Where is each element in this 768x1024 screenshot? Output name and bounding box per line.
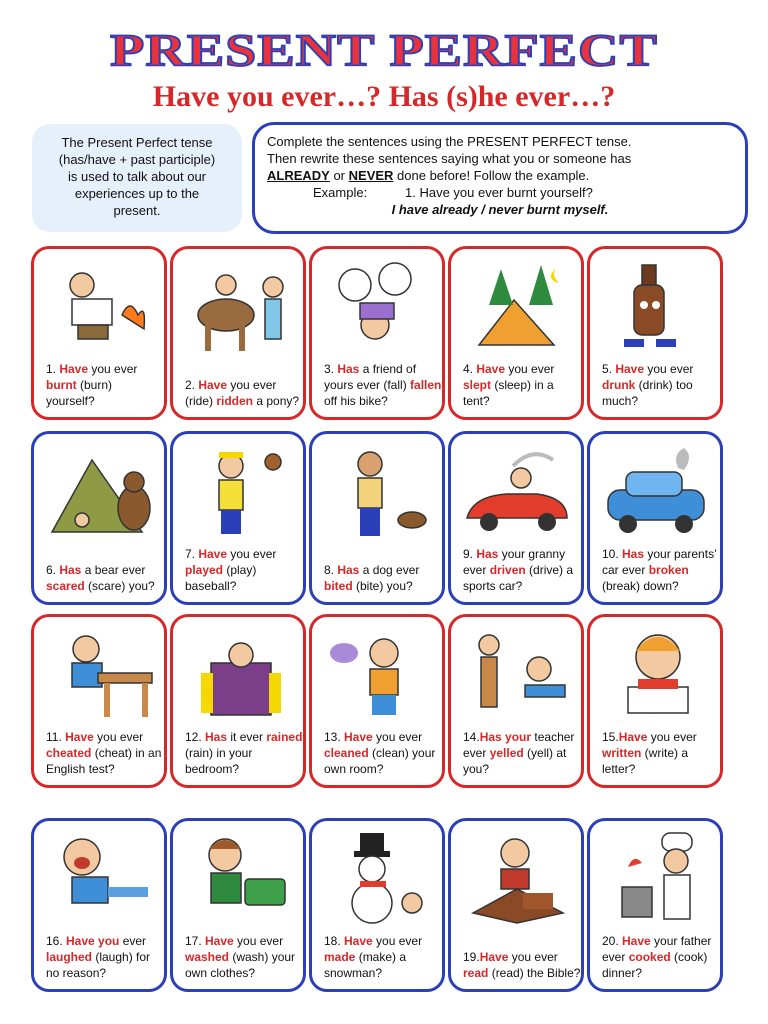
exercise-card — [170, 818, 306, 992]
exercise-card — [309, 614, 445, 788]
card-sentence — [463, 546, 581, 594]
card-text-end: (burn) yourself? — [46, 378, 112, 408]
card-participle: drunk — [602, 378, 636, 392]
info-line: present. — [113, 203, 161, 218]
info-box — [32, 124, 242, 232]
exercise-card — [587, 246, 723, 420]
card-text: a bear ever — [81, 563, 146, 577]
pony-icon — [181, 255, 295, 355]
card-sentence — [463, 361, 581, 409]
card-number: 4. — [463, 362, 477, 376]
card-text-end: (read) the Bible? — [488, 966, 581, 980]
card-auxiliary: Has — [476, 547, 499, 561]
example-question: 1. Have you ever burnt yourself? — [405, 185, 593, 200]
sports-car-icon — [459, 440, 573, 540]
instruction-line: Then rewrite these sentences saying what you or someone has — [267, 151, 632, 166]
page-subtitle: Have you ever…? Has (s)he ever…? — [152, 80, 616, 113]
card-number: 17. — [185, 934, 206, 948]
exercise-card — [448, 614, 584, 788]
exercise-card — [31, 246, 167, 420]
card-number: 15. — [602, 730, 619, 744]
card-number: 11. — [46, 730, 66, 744]
card-number: 10. — [602, 547, 623, 561]
bible-reader-icon — [459, 827, 573, 927]
card-text: you ever (ride) — [185, 378, 277, 408]
card-number: 9. — [463, 547, 477, 561]
card-text: you ever — [372, 934, 423, 948]
card-sentence — [46, 562, 164, 594]
exercise-card — [31, 818, 167, 992]
card-auxiliary: Have — [344, 934, 373, 948]
card-text: your granny ever — [463, 547, 566, 577]
exercise-card — [309, 246, 445, 420]
card-text: ever — [119, 934, 147, 948]
card-number: 12. — [185, 730, 206, 744]
info-line: (has/have + past participle) — [58, 152, 216, 167]
card-number: 19. — [463, 950, 480, 964]
card-text-end: (cook) dinner? — [602, 950, 708, 980]
card-sentence — [46, 361, 164, 409]
card-sentence — [602, 546, 720, 594]
card-number: 3. — [324, 362, 338, 376]
card-text-end: (drive) a sports car? — [463, 563, 574, 593]
exercise-card — [309, 818, 445, 992]
exercise-card — [31, 614, 167, 788]
card-participle: written — [602, 746, 642, 760]
card-participle: rained — [266, 730, 303, 744]
card-text-end: (make) a snowman? — [324, 950, 407, 980]
card-number: 13. — [324, 730, 345, 744]
exercise-card — [587, 431, 723, 605]
card-auxiliary: Have — [622, 934, 651, 948]
card-participle: broken — [648, 563, 689, 577]
card-sentence — [602, 729, 720, 777]
card-auxiliary: Have — [479, 950, 509, 964]
card-text: it ever — [227, 730, 267, 744]
card-sentence — [463, 729, 581, 777]
card-auxiliary: Has — [205, 730, 228, 744]
bottle-icon — [598, 255, 712, 355]
card-text-end: (break) down? — [602, 579, 679, 593]
card-participle: slept — [463, 378, 492, 392]
card-text-end: a pony? — [253, 394, 300, 408]
card-text: you ever — [372, 730, 423, 744]
card-number: 7. — [185, 547, 199, 561]
baseball-icon — [181, 440, 295, 540]
card-participle: laughed — [46, 950, 93, 964]
broken-car-icon — [598, 440, 712, 540]
example-line — [267, 184, 733, 201]
card-auxiliary: Has your — [479, 730, 532, 744]
card-participle: made — [324, 950, 356, 964]
card-text-end: (rain) in your bedroom? — [185, 746, 253, 776]
card-text-end: (clean) your own room? — [324, 746, 436, 776]
rain-chair-icon — [181, 623, 295, 723]
card-text-end: (wash) your own clothes? — [185, 950, 296, 980]
card-text: a dog ever — [359, 563, 420, 577]
instructions-box — [252, 122, 748, 234]
card-participle: played — [185, 563, 224, 577]
card-participle: scared — [46, 579, 85, 593]
card-auxiliary: Has — [59, 563, 82, 577]
card-text-end: (cheat) in an English test? — [46, 746, 162, 776]
or-word: or — [329, 168, 349, 183]
card-number: 5. — [602, 362, 616, 376]
card-participle: cheated — [46, 746, 92, 760]
card-participle: washed — [185, 950, 230, 964]
card-text-end: (yell) at you? — [463, 746, 567, 776]
card-auxiliary: Have — [476, 362, 506, 376]
never-word: NEVER — [348, 168, 394, 183]
exercise-card — [587, 614, 723, 788]
card-number: 14. — [463, 730, 480, 744]
dog-icon — [320, 440, 434, 540]
card-text-end: (laugh) for no reason? — [46, 950, 151, 980]
card-text: you ever — [88, 362, 138, 376]
card-text-end: (play) baseball? — [185, 563, 257, 593]
card-sentence — [324, 729, 442, 777]
card-sentence — [185, 729, 303, 777]
card-text: your parents’ car ever — [602, 547, 717, 577]
card-participle: ridden — [216, 394, 254, 408]
card-number: 1. — [46, 362, 60, 376]
card-sentence — [324, 933, 442, 981]
card-participle: yelled — [489, 746, 524, 760]
card-participle: burnt — [46, 378, 77, 392]
card-number: 8. — [324, 563, 338, 577]
card-number: 6. — [46, 563, 60, 577]
card-auxiliary: Have — [615, 362, 645, 376]
card-auxiliary: Have — [205, 934, 234, 948]
exercise-card — [587, 818, 723, 992]
card-auxiliary: Have — [618, 730, 648, 744]
card-auxiliary: Have — [198, 378, 228, 392]
card-sentence — [46, 933, 164, 981]
man-on-fire-icon — [42, 255, 156, 355]
card-sentence — [324, 562, 442, 594]
exercise-card — [448, 818, 584, 992]
card-auxiliary: Has — [337, 563, 360, 577]
card-auxiliary: Have — [65, 730, 94, 744]
card-sentence — [324, 361, 442, 409]
laughing-icon — [42, 827, 156, 927]
page-title: PRESENT PERFECT — [110, 25, 658, 77]
card-text-end: (scare) you? — [84, 579, 155, 593]
writing-boy-icon — [598, 623, 712, 723]
card-text: you ever — [644, 362, 694, 376]
card-auxiliary: Has — [337, 362, 360, 376]
exercise-card — [448, 246, 584, 420]
exercise-card — [170, 246, 306, 420]
example-answer: I have already / never burnt myself. — [391, 202, 609, 217]
card-participle: bited — [324, 579, 353, 593]
card-number: 18. — [324, 934, 345, 948]
cleaning-icon — [320, 623, 434, 723]
exercise-card — [309, 431, 445, 605]
card-number: 20. — [602, 934, 623, 948]
card-text-end: (write) a letter? — [602, 746, 689, 776]
card-sentence — [185, 933, 303, 981]
laundry-icon — [181, 827, 295, 927]
card-sentence — [185, 377, 303, 409]
card-participle: read — [463, 966, 489, 980]
card-text-end: (sleep) in a tent? — [463, 378, 554, 408]
already-word: ALREADY — [267, 168, 330, 183]
card-text: you ever — [647, 730, 697, 744]
card-participle: fallen — [410, 378, 442, 392]
bear-icon — [42, 440, 156, 540]
exercise-card — [448, 431, 584, 605]
chef-icon — [598, 827, 712, 927]
exercise-card — [170, 431, 306, 605]
card-number: 2. — [185, 378, 199, 392]
card-text: a friend of yours ever (fall) — [324, 362, 417, 392]
card-auxiliary: Has — [622, 547, 645, 561]
card-auxiliary: Have — [344, 730, 373, 744]
instruction-line — [267, 167, 733, 184]
test-desk-icon — [42, 623, 156, 723]
card-number: 16. — [46, 934, 67, 948]
instruction-line: Complete the sentences using the PRESENT PERFECT tense. — [267, 134, 632, 149]
card-auxiliary: Have — [59, 362, 89, 376]
exercise-card — [170, 614, 306, 788]
card-text: you ever — [93, 730, 144, 744]
card-text: teacher ever — [463, 730, 575, 760]
card-text: you ever — [508, 950, 558, 964]
example-label: Example: — [313, 185, 368, 200]
card-text: your father ever — [602, 934, 712, 964]
card-sentence — [46, 729, 164, 777]
teacher-yell-icon — [459, 623, 573, 723]
card-auxiliary: Have you — [66, 934, 120, 948]
card-text-end: (bite) you? — [352, 579, 413, 593]
info-line: The Present Perfect tense — [61, 135, 213, 150]
bike-fall-icon — [320, 255, 434, 355]
card-participle: cleaned — [324, 746, 369, 760]
tent-icon — [459, 255, 573, 355]
card-text-end: (drink) too much? — [602, 378, 693, 408]
card-text-end: off his bike? — [324, 394, 388, 408]
card-text: you ever — [227, 547, 277, 561]
card-participle: cooked — [628, 950, 671, 964]
info-line: is used to talk about our — [67, 169, 207, 184]
card-sentence — [463, 949, 581, 981]
card-auxiliary: Have — [198, 547, 228, 561]
exercise-card — [31, 431, 167, 605]
card-sentence — [602, 933, 720, 981]
card-sentence — [602, 361, 720, 409]
info-line: experiences up to the — [74, 186, 200, 201]
card-text: you ever — [233, 934, 284, 948]
card-sentence — [185, 546, 303, 594]
card-text: you ever — [505, 362, 555, 376]
instruction-tail: done before! Follow the example. — [393, 168, 590, 183]
snowman-icon — [320, 827, 434, 927]
card-participle: driven — [489, 563, 526, 577]
